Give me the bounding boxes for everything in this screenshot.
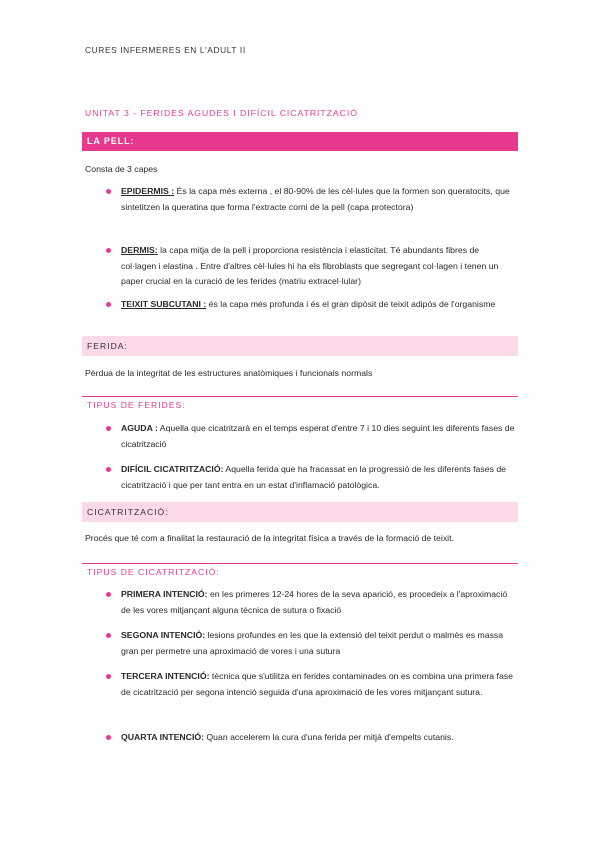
section-heading-skin: LA PELL: — [82, 132, 518, 151]
item-text: Aquella que cicatritzarà en el temps esperat d'entre 7 i 10 dies seguint les diferents fases de cicatrització — [121, 423, 515, 449]
bullet-icon — [106, 189, 111, 194]
unit-title: UNITAT 3 - FERIDES AGUDES I DIFÍCIL CICATRITZACIÓ — [85, 108, 358, 118]
item-term: TERCERA INTENCIÓ: — [121, 671, 210, 681]
course-header: CURES INFERMERES EN L'ADULT II — [85, 45, 246, 55]
list-item — [121, 297, 516, 313]
bullet-icon — [106, 735, 111, 740]
item-term: QUARTA INTENCIÓ: — [121, 732, 205, 742]
section-heading-wound-types: TIPUS DE FERIDES: — [82, 396, 518, 413]
item-term: SEGONA INTENCIÓ: — [121, 630, 206, 640]
bullet-icon — [106, 674, 111, 679]
item-text: és la capa més profunda i és el gran dipòsit de teixit adipós de l'organisme — [206, 299, 496, 309]
skin-intro: Consta de 3 capes — [85, 164, 158, 174]
item-text: la capa mitja de la pell i proporciona resistència i elasticitat. Té abundants fibres de col·lagen i elastina . Entre d'altres cèl·lules hi ha els fibroblasts que segregant col·lagen i tenen un paper crucial en la curació de les ferides (matriu extracel·lular) — [121, 245, 499, 286]
healing-definition: Procés que té com a finalitat la restauració de la integritat física a través de la formació de teixit. — [85, 533, 454, 543]
bullet-icon — [106, 302, 111, 307]
item-term: DIFÍCIL CICATRITZACIÓ: — [121, 464, 224, 474]
item-text: Quan accelerem la cura d'una ferida per mitjà d'empelts cutanis. — [204, 732, 454, 742]
bullet-icon — [106, 633, 111, 638]
item-text: És la capa més externa , el 80-90% de les cèl·lules que la formen son queratocits, que sintetitzen la queratina que forma l'extracte corni de la pell (capa protectora) — [121, 186, 510, 212]
list-item — [121, 184, 516, 215]
list-item — [121, 628, 516, 659]
list-item — [121, 421, 516, 452]
list-item — [121, 730, 516, 746]
bullet-icon — [106, 592, 111, 597]
item-term: DERMIS: — [121, 245, 158, 255]
item-text: Aquella ferida que ha fracassat en la progressió de les diferents fases de cicatrització i que per tant entra en un estat d'inflamació patològica. — [121, 464, 506, 490]
item-term: TEIXIT SUBCUTANI : — [121, 299, 207, 309]
item-text: tècnica que s'utilitza en ferides contaminades on es combina una primera fase de cicatrització per segona intenció seguida d'una aproximació de les vores mitjançant sutura. — [121, 671, 513, 697]
bullet-icon — [106, 467, 111, 472]
item-text: en les primeres 12-24 hores de la seva aparició, es procedeix a l'aproximació de les vores mitjançant alguna tècnica de sutura o fixació — [121, 589, 508, 615]
section-heading-healing: CICATRITZACIÓ: — [82, 502, 518, 522]
bullet-icon — [106, 248, 111, 253]
item-term: AGUDA : — [121, 423, 158, 433]
section-heading-wound: FERIDA: — [82, 336, 518, 356]
list-item — [121, 462, 516, 493]
item-term: PRIMERA INTENCIÓ: — [121, 589, 208, 599]
list-item — [121, 587, 516, 618]
section-heading-healing-types: TIPUS DE CICATRITZACIÓ: — [82, 563, 518, 580]
item-term: EPIDERMIS : — [121, 186, 175, 196]
wound-definition: Pèrdua de la integritat de les estructures anatòmiques i funcionals normals — [85, 368, 373, 378]
bullet-icon — [106, 426, 111, 431]
list-item — [121, 243, 516, 290]
item-text: lesions profundes en les que la extensió del teixit perdut o malmès es massa gran per permetre una aproximació de vores i una sutura — [121, 630, 504, 656]
list-item — [121, 669, 516, 700]
